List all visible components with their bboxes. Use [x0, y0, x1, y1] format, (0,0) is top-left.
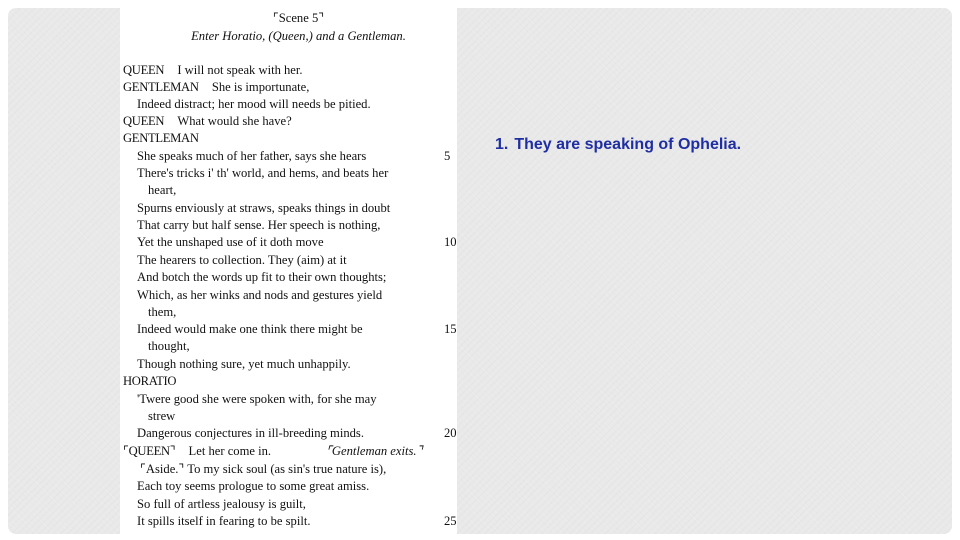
speaker-name: GENTLEMAN	[123, 80, 199, 94]
script-line: That carry but half sense. Her speech is nothing,	[137, 218, 381, 232]
line-number: 15	[444, 322, 457, 336]
script-line: She speaks much of her father, says she hears	[137, 149, 367, 163]
script-line: ⌜Aside.⌝ To my sick soul (as sin's true nature is),	[140, 462, 387, 476]
script-line: Though nothing sure, yet much unhappily.	[137, 357, 351, 371]
line-number: 20	[444, 426, 457, 440]
speaker-name: QUEEN	[123, 114, 165, 128]
script-page	[120, 8, 457, 534]
script-line: Yet the unshaped use of it doth move	[137, 235, 324, 249]
script-line: strew	[148, 409, 176, 423]
line-number: 25	[444, 514, 457, 528]
script-line: Which, as her winks and nods and gestures yield	[137, 288, 383, 302]
speaker-name: QUEEN	[123, 63, 165, 77]
stage-direction: Enter Horatio, (Queen,) and a Gentleman.	[191, 29, 406, 43]
line-text: Let her come in.	[188, 444, 272, 458]
script-line: thought,	[148, 339, 190, 353]
answer-text: They are speaking of Ophelia.	[514, 136, 742, 153]
script-line: And botch the words up fit to their own thoughts;	[137, 270, 387, 284]
script-line: Indeed would make one think there might be	[137, 322, 363, 336]
scene-heading: ⌜Scene 5⌝	[272, 11, 325, 25]
script-line: So full of artless jealousy is guilt,	[137, 497, 306, 511]
speaker-name: ⌜QUEEN⌝	[123, 444, 176, 458]
line-text: What would she have?	[177, 114, 292, 128]
script-line: heart,	[148, 183, 177, 197]
line-text: I will not speak with her.	[177, 63, 303, 77]
script-line: Indeed distract; her mood will needs be pitied.	[137, 97, 371, 111]
script-line	[123, 79, 309, 96]
script-line: The hearers to collection. They (aim) at it	[137, 253, 347, 267]
script-line	[123, 113, 292, 130]
script-line	[123, 443, 271, 460]
speaker-name: GENTLEMAN	[123, 131, 199, 145]
answer-number: 1.	[495, 136, 509, 153]
script-line: Dangerous conjectures in ill-breeding minds.	[137, 426, 364, 440]
script-line: It spills itself in fearing to be spilt.	[137, 514, 311, 528]
line-number: 5	[444, 149, 451, 163]
script-line: them,	[148, 305, 177, 319]
script-line	[123, 62, 303, 79]
script-line: Spurns enviously at straws, speaks things in doubt	[137, 201, 391, 215]
script-line: There's tricks i' th' world, and hems, and beats her	[137, 166, 389, 180]
script-line: 'Twere good she were spoken with, for she may	[137, 392, 377, 406]
speaker-name: HORATIO	[123, 374, 177, 388]
script-line: Each toy seems prologue to some great amiss.	[137, 479, 370, 493]
line-text: She is importunate,	[211, 80, 310, 94]
line-number: 10	[444, 235, 457, 249]
exit-direction: ⌜Gentleman exits.⌝	[326, 444, 423, 458]
answer-list-item	[495, 136, 755, 155]
